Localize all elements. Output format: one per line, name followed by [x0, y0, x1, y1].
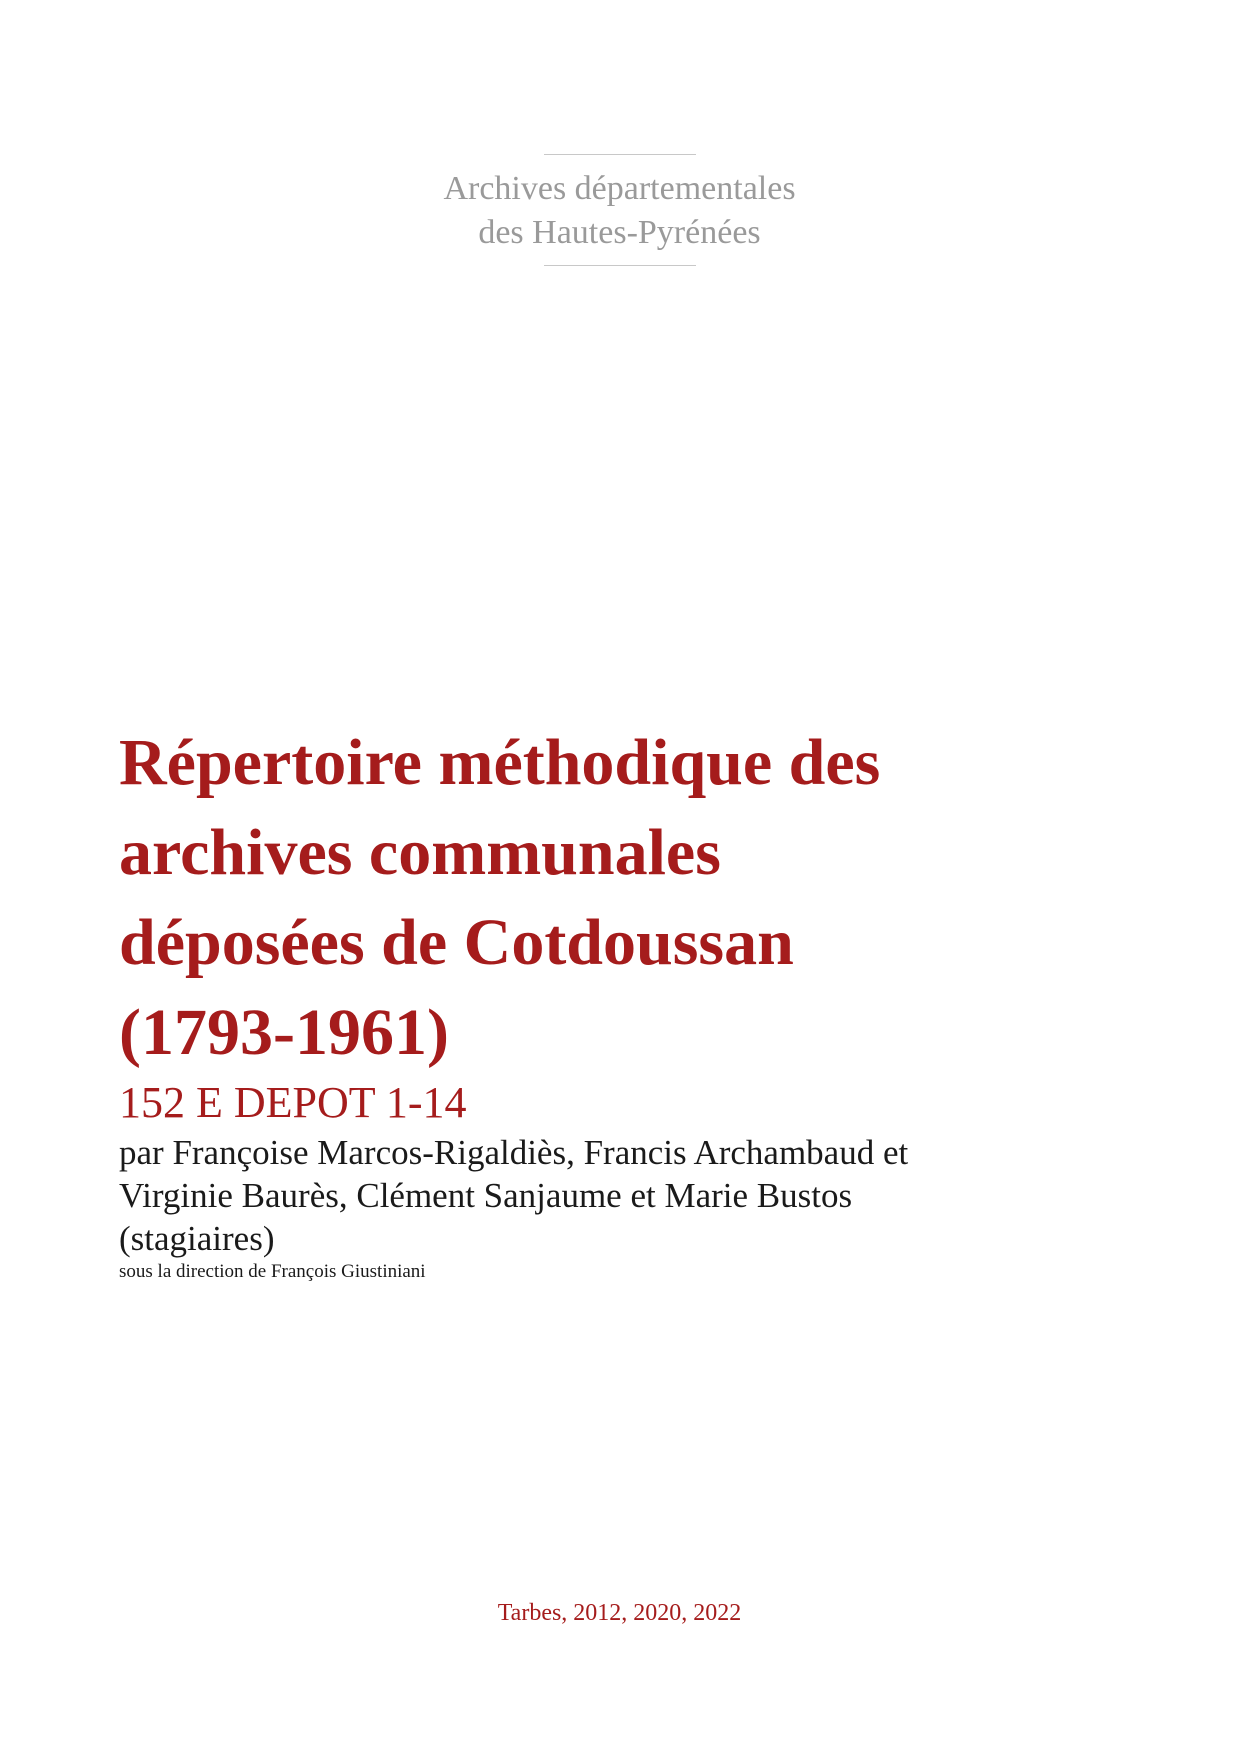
title-line-1: Répertoire méthodique des [119, 726, 881, 799]
institution-name [0, 155, 1239, 265]
institution-header [0, 154, 1239, 266]
title-line-3: déposées de Cotdoussan [119, 906, 794, 979]
authors-line-1: par Françoise Marcos-Rigaldiès, Francis Archambaud et [119, 1133, 909, 1172]
title-line-4: (1793-1961) [119, 996, 449, 1069]
header-bottom-rule [544, 265, 696, 266]
authors-line-3: (stagiaires) [119, 1219, 275, 1258]
title-block [119, 718, 1129, 1284]
authors-line-2: Virginie Baurès, Clément Sanjaume et Marie Bustos [119, 1176, 853, 1215]
institution-name-line-1: Archives départementales [443, 170, 796, 207]
direction-credit: sous la direction de François Giustiniani [119, 1261, 426, 1282]
document-title [119, 718, 1129, 1078]
institution-name-line-2: des Hautes-Pyrénées [478, 214, 761, 251]
place-dates-footer: Tarbes, 2012, 2020, 2022 [497, 1600, 742, 1626]
title-line-2: archives communales [119, 816, 721, 889]
archive-reference: 152 E DEPOT 1-14 [119, 1078, 467, 1127]
authors [119, 1131, 1129, 1260]
